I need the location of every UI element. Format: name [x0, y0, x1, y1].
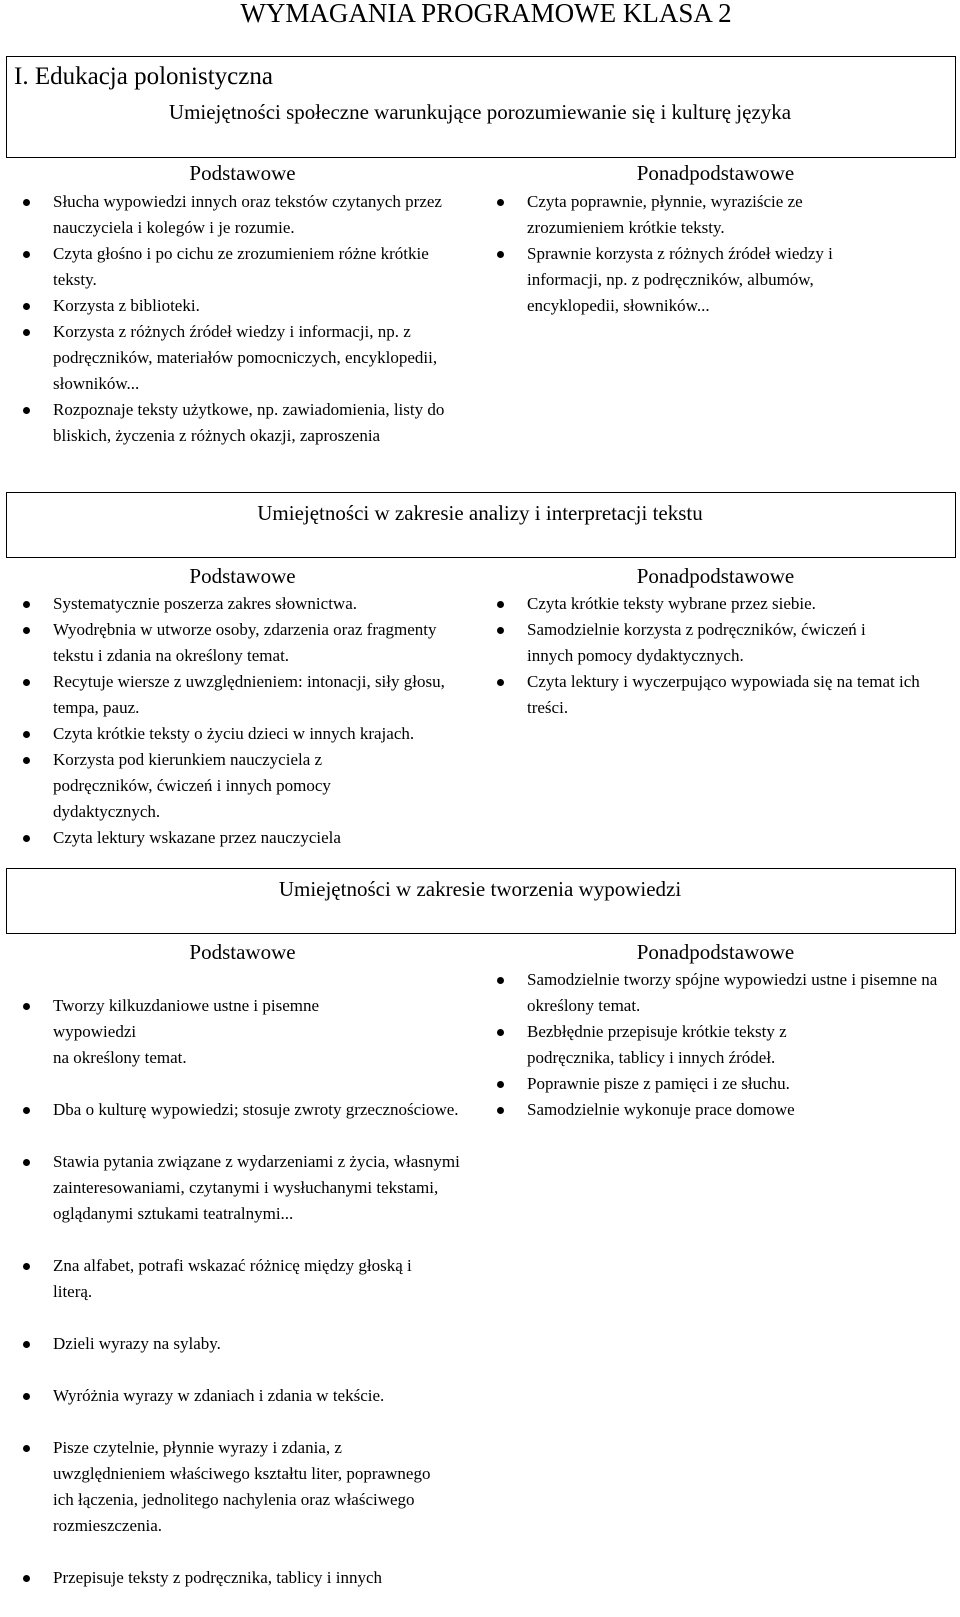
list-item: Dzieli wyrazy na sylaby. — [10, 1331, 465, 1357]
block-3-advanced-label: Ponadpodstawowe — [636, 940, 795, 964]
block-2-basic-label: Podstawowe — [189, 564, 296, 588]
block-3-basic-list — [10, 967, 465, 1617]
block-2-advanced-list — [484, 591, 934, 721]
list-item: Czyta głośno i po cichu ze zrozumieniem różne krótkie teksty. — [10, 241, 465, 293]
list-item: Bezbłędnie przepisuje krótkie teksty z podręcznika, tablicy i innych źródeł. — [484, 1019, 939, 1071]
block-3-advanced-list — [484, 967, 939, 1123]
list-item: Czyta poprawnie, płynnie, wyraziście ze zrozumieniem krótkie teksty. — [484, 189, 924, 241]
block-1-basic-list — [10, 189, 465, 449]
list-item: Stawia pytania związane z wydarzeniami z życia, własnymi zainteresowaniami, czytanymi i wysłuchanymi tekstami, oglądanymi sztukami teatralnymi... — [10, 1149, 465, 1227]
block-3-basic-label: Podstawowe — [189, 940, 296, 964]
block-1-heading: Umiejętności społeczne warunkujące porozumiewanie się i kulturę języka — [168, 100, 792, 124]
block-3-heading: Umiejętności w zakresie tworzenia wypowiedzi — [278, 877, 682, 901]
list-item: Samodzielnie wykonuje prace domowe — [484, 1097, 939, 1123]
block-2-basic-list — [10, 591, 465, 851]
list-item: Zna alfabet, potrafi wskazać różnicę między głoską i literą. — [10, 1253, 465, 1305]
section-title: I. Edukacja polonistyczna — [14, 63, 273, 90]
list-item: Samodzielnie korzysta z podręczników, ćwiczeń i innych pomocy dydaktycznych. — [484, 617, 934, 669]
list-item: Słucha wypowiedzi innych oraz tekstów czytanych przez nauczyciela i kolegów i je rozumie. — [10, 189, 465, 241]
list-item: Czyta lektury wskazane przez nauczyciela — [10, 825, 465, 851]
list-item: Czyta krótkie teksty wybrane przez siebie. — [484, 591, 934, 617]
block-1-advanced-label: Ponadpodstawowe — [636, 161, 795, 185]
list-item: Korzysta z biblioteki. — [10, 293, 465, 319]
document-title: WYMAGANIA PROGRAMOWE KLASA 2 — [240, 0, 732, 28]
list-item: Samodzielnie tworzy spójne wypowiedzi ustne i pisemne na określony temat. — [484, 967, 939, 1019]
block-2-advanced-label: Ponadpodstawowe — [636, 564, 795, 588]
list-item: Wyróżnia wyrazy w zdaniach i zdania w tekście. — [10, 1383, 465, 1409]
list-item: Wyodrębnia w utworze osoby, zdarzenia oraz fragmenty tekstu i zdania na określony temat. — [10, 617, 465, 669]
list-item: Systematycznie poszerza zakres słownictwa. — [10, 591, 465, 617]
list-item: Rozpoznaje teksty użytkowe, np. zawiadomienia, listy do bliskich, życzenia z różnych okazji, zaproszenia — [10, 397, 465, 449]
list-item: Korzysta pod kierunkiem nauczyciela z podręczników, ćwiczeń i innych pomocy dydaktycznych. — [10, 747, 465, 825]
block-2-heading: Umiejętności w zakresie analizy i interpretacji tekstu — [257, 501, 703, 525]
list-item: Sprawnie korzysta z różnych źródeł wiedzy i informacji, np. z podręczników, albumów, encyklopedii, słowników... — [484, 241, 924, 319]
list-item: Czyta lektury i wyczerpująco wypowiada się na temat ich treści. — [484, 669, 934, 721]
list-item: Korzysta z różnych źródeł wiedzy i informacji, np. z podręczników, materiałów pomocniczych, encyklopedii, słowników... — [10, 319, 465, 397]
list-item: Przepisuje teksty z podręcznika, tablicy i innych — [10, 1565, 465, 1591]
list-item: Dba o kulturę wypowiedzi; stosuje zwroty grzecznościowe. — [10, 1097, 465, 1123]
list-item: Czyta krótkie teksty o życiu dzieci w innych krajach. — [10, 721, 465, 747]
list-item: Pisze czytelnie, płynnie wyrazy i zdania, z uwzględnieniem właściwego kształtu liter, poprawnego ich łączenia, jednolitego nachylenia oraz właściwego rozmieszczenia. — [10, 1435, 465, 1539]
block-1-basic-label: Podstawowe — [189, 161, 296, 185]
list-item: Tworzy kilkuzdaniowe ustne i pisemne wypowiedzi na określony temat. — [10, 993, 465, 1071]
list-item: Recytuje wiersze z uwzględnieniem: intonacji, siły głosu, tempa, pauz. — [10, 669, 465, 721]
block-1-advanced-list — [484, 189, 924, 319]
list-item: Poprawnie pisze z pamięci i ze słuchu. — [484, 1071, 939, 1097]
